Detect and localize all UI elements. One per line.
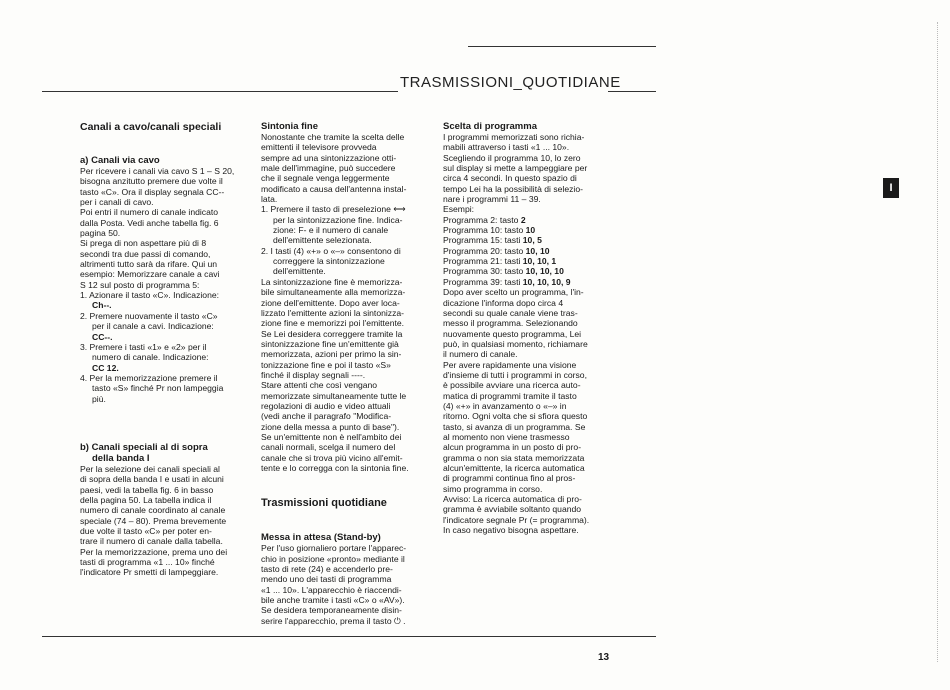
text-line: lata. — [261, 194, 278, 205]
text-line: Per avere rapidamente una visione — [443, 359, 577, 370]
text-line: bisogna anzitutto premere due volte il — [80, 176, 223, 187]
program-selection-intro — [443, 132, 615, 215]
step-item: 1. Premere il tasto di preselezione ⟷ per la sintonizzazione fine. Indica- zione: F- e il numero di canale dell'emittente selezionata. — [261, 204, 406, 246]
text-line: tasto, si avanza di un programma. Se — [443, 421, 586, 432]
fine-tuning-body — [261, 277, 433, 474]
text-line: male dell'immagine, può succedere — [261, 163, 396, 174]
standby-text — [261, 543, 433, 626]
text-line: Esempi: — [443, 204, 475, 215]
text-line: zione fine e memorizzi poi l'emittente. — [261, 318, 405, 329]
program-examples — [443, 215, 615, 287]
text-line: sul display si mette a lampeggiare per — [443, 163, 588, 174]
text-line: Scegliendo il programma 10, lo zero — [443, 152, 581, 163]
text-line: gramma o non sia stata memorizzata — [443, 452, 585, 463]
page-header-title: TRASMISSIONI_QUOTIDIANE — [400, 74, 621, 91]
text-line: Se Lei desidera correggere tramite la — [261, 328, 403, 339]
text-line: zione della messa a punto di base"). — [261, 421, 400, 432]
text-line: l'indicatore segnale Pr (= programma). — [443, 514, 590, 525]
text-line: bile simultaneamente alla memorizza- — [261, 287, 406, 298]
page-number: 13 — [598, 652, 610, 663]
cable-steps-list — [80, 290, 252, 404]
text-line: può, in qualsiasi momento, richiamare — [443, 338, 588, 349]
program-selection-body — [443, 287, 615, 535]
text-line: alcun'emittente, la ricerca automatica — [443, 463, 585, 473]
top-rule — [468, 46, 656, 47]
text-line: tasto «C». Ora il display segnala CC-- — [80, 186, 225, 197]
text-line: Per la selezione dei canali speciali al — [80, 463, 220, 474]
text-line: Se un'emittente non è nell'ambito dei — [261, 431, 402, 442]
text-line: per i canali di cavo. — [80, 197, 154, 208]
text-line: modificato a causa dell'antenna instal- — [261, 183, 407, 194]
text-line: l'indicatore Pr smetti di lampeggiare. — [80, 567, 219, 578]
cable-intro-text — [80, 166, 252, 290]
program-example-row: Programma 21: tasti 10, 10, 1 — [443, 256, 557, 267]
text-line: di programmi continua fino al pros- — [443, 473, 576, 484]
section-title-fine-tuning: Sintonia fine — [261, 121, 318, 132]
text-line: tonizzazione fine e poi il tasto «S» — [261, 359, 391, 370]
text-line: Se desidera temporaneamente disin- — [261, 605, 402, 616]
step-item: 4. Per la memorizzazione premere il tasto «S» finché Pr non lampeggia più. — [80, 372, 224, 404]
text-line: di sopra della banda I e usati in alcuni — [80, 474, 224, 485]
header-rule-right — [608, 91, 656, 92]
text-line: Nonostante che tramite la scelta delle — [261, 132, 405, 142]
special-channels-text — [80, 464, 252, 578]
text-line: alcun programma in un posto di pro- — [443, 442, 582, 453]
step-item: 2. Premere nuovamente il tasto «C» per il canale a cavi. Indicazione: CC--. — [80, 310, 218, 342]
text-line: Per l'uso giornaliero portare l'apparec- — [261, 543, 407, 554]
text-line: finché il display segnali ----. — [261, 369, 366, 380]
text-line: gramma è avviabile soltanto quando — [443, 504, 582, 515]
text-line: sempre ad una sintonizzazione otti- — [261, 152, 397, 163]
text-line: Stare attenti che così vengano — [261, 380, 378, 391]
text-line: matica di programmi tramite il tasto — [443, 390, 577, 401]
section-title-program-selection: Scelta di programma — [443, 121, 537, 132]
subsection-title-cable: a) Canali via cavo — [80, 155, 160, 166]
text-line: bile anche tramite i tasti «C» o «AV»). — [261, 595, 405, 606]
text-line: secondi tra due passi di comando, — [80, 248, 211, 259]
text-line: secondi su quale canale viene tras- — [443, 307, 578, 318]
text-line: nuovamente questo programma, Lei — [443, 328, 582, 339]
text-line: mabili attraverso i tasti «1 ... 10». — [443, 142, 570, 153]
text-line: chio in posizione «pronto» mediante il — [261, 553, 405, 564]
text-line: è possibile avviare una ricerca auto- — [443, 380, 581, 391]
text-line: dicazione l'informa dopo circa 4 — [443, 297, 564, 308]
text-line: messo il programma. Selezionando — [443, 318, 578, 329]
text-line: Poi entri il numero di canale indicato — [80, 207, 219, 218]
text-line: lizzato l'emittente azioni la sintonizza- — [261, 307, 405, 318]
step-item: 1. Azionare il tasto «C». Indicazione: Ch--. — [80, 290, 220, 311]
text-line: al momento non viene trasmesso — [443, 431, 570, 442]
text-line: che il segnale venga leggermente — [261, 173, 390, 184]
fine-tuning-steps — [261, 204, 433, 276]
text-line: (4) «+» in avanzamento o «–» in — [443, 400, 567, 411]
text-line: «1 ... 10». L'apparecchio è riaccendi- — [261, 584, 402, 595]
text-line: memorizzata, azioni per primo la sin- — [261, 349, 402, 360]
text-line: paesi, vedi la tabella fig. 6 in basso — [80, 484, 214, 495]
fine-tuning-intro — [261, 132, 433, 204]
program-example-row: Programma 2: tasto 2 — [443, 214, 526, 225]
text-line: dalla Posta. Vedi anche tabella fig. 6 — [80, 217, 219, 228]
text-line: Per ricevere i canali via cavo S 1 – S 20, — [80, 166, 235, 176]
program-example-row: Programma 10: tasto 10 — [443, 225, 536, 236]
text-line: mendo uno dei tasti di programma — [261, 574, 392, 585]
section-title-cable: Canali a cavo/canali speciali — [80, 121, 222, 133]
text-line: numero di canale coordinato al canale — [80, 505, 226, 516]
binding-edge-line — [937, 22, 938, 662]
program-example-row: Programma 20: tasto 10, 10 — [443, 245, 550, 256]
text-line: esempio: Memorizzare canale a cavi — [80, 269, 220, 280]
bottom-rule — [42, 636, 656, 637]
text-line: due volte il tasto «C» per poter en- — [80, 525, 212, 536]
text-line: zione dell'emittente. Dopo aver loca- — [261, 297, 400, 308]
text-line: emittenti il televisore provveda — [261, 142, 377, 153]
section-title-daily: Trasmissioni quotidiane — [261, 497, 387, 510]
text-line: Per la memorizzazione, prema uno dei — [80, 546, 228, 557]
text-line: circa 4 secondi. In questo spazio di — [443, 173, 577, 184]
text-line: sintonizzazione fine un'emittente già — [261, 338, 399, 349]
program-example-row: Programma 30: tasto 10, 10, 10 — [443, 266, 564, 277]
text-line: S 12 sul posto di programma 5: — [80, 279, 200, 290]
text-line: memorizzate simultaneamente tutte le — [261, 390, 407, 401]
text-line: speciale (74 – 80). Prema brevemente — [80, 515, 227, 526]
text-line: Si prega di non aspettare più di 8 — [80, 238, 207, 249]
text-line: il numero di canale. — [443, 349, 518, 360]
text-line: tempo Lei ha la possibilità di selezio- — [443, 183, 583, 194]
text-line: canale che si trova più vicino all'emit- — [261, 452, 403, 463]
language-side-tab: I — [883, 178, 899, 198]
text-line: della pagina 50. La tabella indica il — [80, 494, 212, 505]
text-line: tente e lo corregga con la sintonia fine. — [261, 463, 409, 473]
subsection-title-special-1: b) Canali speciali al di sopra — [80, 441, 208, 453]
text-line: nare i programmi 11 – 39. — [443, 194, 541, 205]
text-line: serire l'apparecchio, prema il tasto ⏻ . — [261, 615, 406, 626]
text-line: La sintonizzazione fine è memorizza- — [261, 276, 403, 287]
text-line: canali normali, scelga il numero del — [261, 442, 396, 453]
column-fine-tuning — [261, 121, 433, 626]
text-line: tasti di programma «1 ... 10» finché — [80, 557, 215, 567]
column-program-selection — [443, 121, 615, 535]
text-line: Dopo aver scelto un programma, l'in- — [443, 287, 584, 298]
program-example-row: Programma 39: tasti 10, 10, 10, 9 — [443, 276, 571, 287]
text-line: In caso negativo bisogna aspettare. — [443, 525, 579, 536]
text-line: tasto di rete (24) e accenderlo pre- — [261, 564, 393, 575]
header-rule-left — [42, 91, 398, 92]
program-example-row: Programma 15: tasti 10, 5 — [443, 235, 542, 246]
text-line: ritorno. Ogni volta che si sfiora questo — [443, 411, 588, 422]
step-item: 3. Premere i tasti «1» e «2» per il numero di canale. Indicazione: CC 12. — [80, 341, 209, 373]
subsection-title-special-2: della banda I — [92, 452, 150, 464]
text-line: simo programma in corso. — [443, 483, 543, 494]
subsection-title-standby: Messa in attesa (Stand-by) — [261, 532, 381, 544]
text-line: trare il numero di canale dalla tabella. — [80, 536, 223, 547]
step-item: 2. I tasti (4) «+» o «–» consentono di correggere la sintonizzazione dell'emittente. — [261, 245, 401, 277]
text-line: Avviso: La ricerca automatica di pro- — [443, 494, 582, 505]
text-line: I programmi memorizzati sono richia- — [443, 132, 585, 142]
text-line: pagina 50. — [80, 228, 121, 239]
text-line: d'insieme di tutti i programmi in corso, — [443, 369, 587, 380]
text-line: (vedi anche il paragrafo "Modifica- — [261, 411, 392, 422]
text-line: regolazioni di audio e video attuali — [261, 400, 391, 411]
text-line: altrimenti tutto sarà da rifare. Qui un — [80, 259, 218, 270]
column-cable-channels — [80, 121, 252, 578]
